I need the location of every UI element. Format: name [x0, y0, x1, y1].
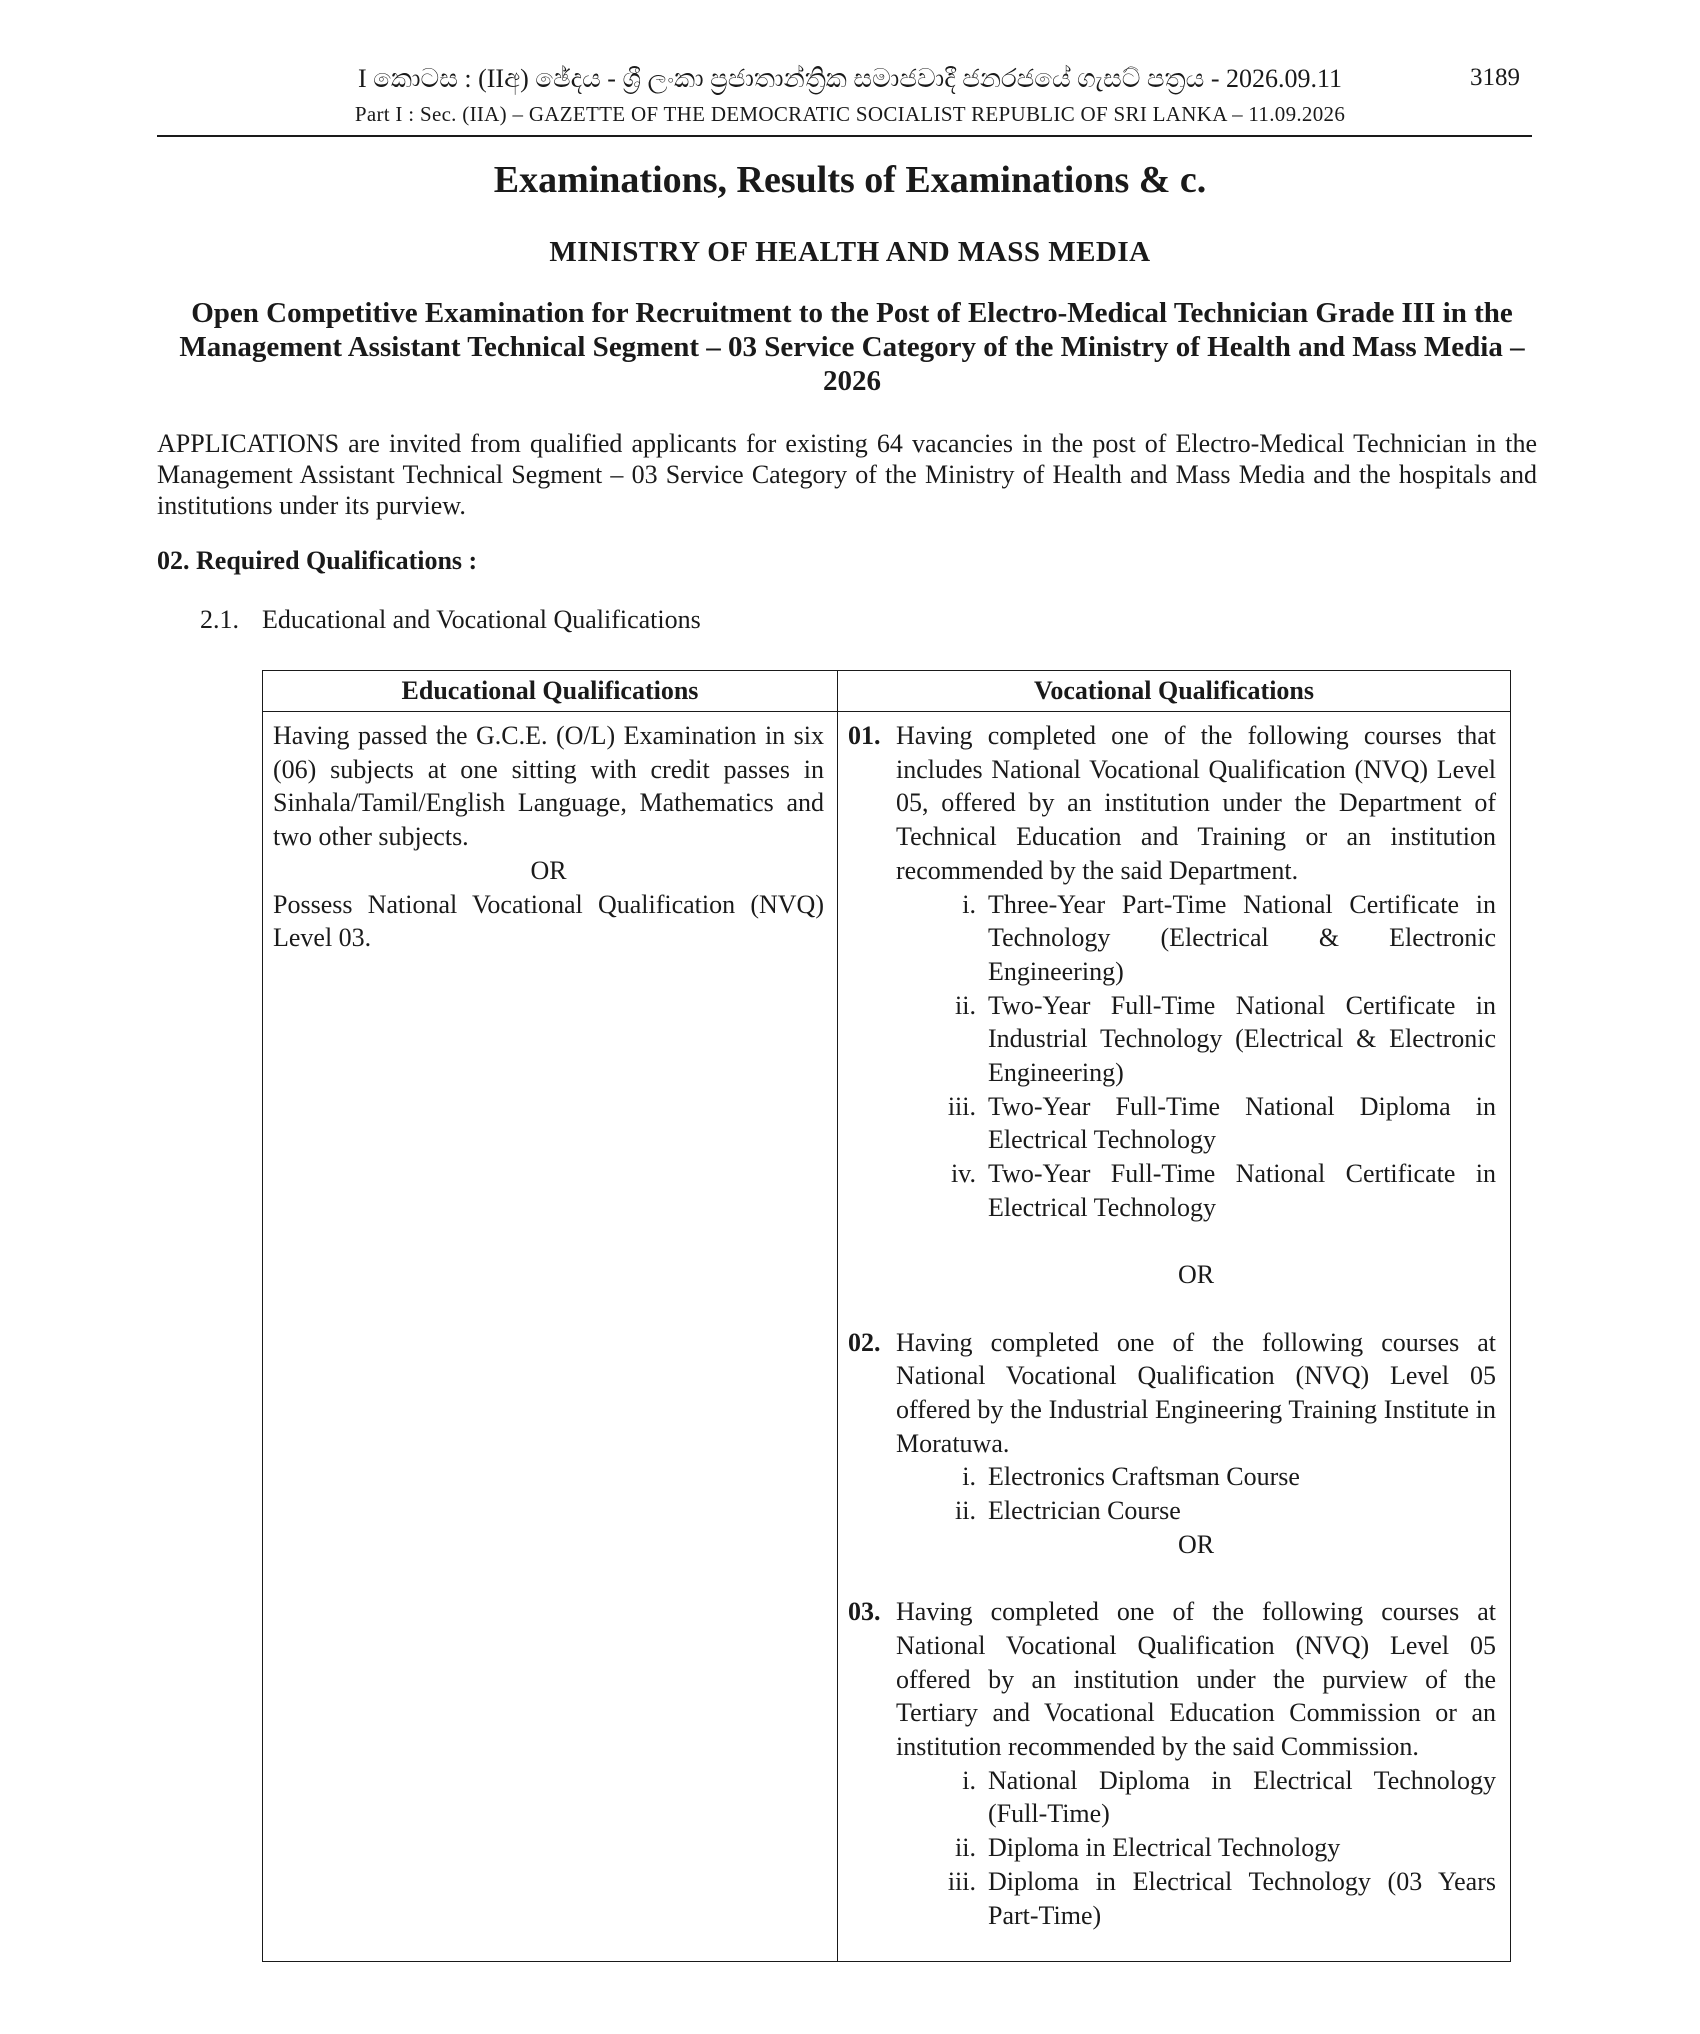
qualifications-table [262, 670, 1511, 1962]
required-qualifications-heading: 02. Required Qualifications : [157, 546, 478, 575]
vocational-item-number: 01. [848, 721, 881, 750]
vocational-item-number: 02. [848, 1327, 881, 1357]
list-item-number: ii. [955, 1496, 976, 1526]
list-item-number: iii. [947, 1866, 976, 1896]
list-item-text: Two-Year Full-Time National Diploma in Electrical Technology [988, 1091, 1496, 1155]
list-item [908, 1831, 1496, 1865]
vocational-item-number: 03. [848, 1597, 881, 1627]
list-item-number: ii. [955, 1833, 976, 1863]
list-item-text: Two-Year Full-Time National Certificate in Electrical Technology [988, 1159, 1496, 1222]
vocational-item-1 [848, 719, 1496, 888]
list-item [908, 989, 1496, 1090]
educational-or: OR [530, 855, 567, 885]
list-item [908, 1090, 1496, 1157]
list-item-text: Diploma in Electrical Technology [988, 1833, 1341, 1863]
intro-paragraph: APPLICATIONS are invited from qualified applicants for existing 64 vacancies in the post of Electro-Medical Technician in the Management Assistant Technical Segment – 03 Service Category of the Ministry of Health and Mass Media and the hospitals and institutions under its purview. [157, 429, 1537, 520]
list-item-number: iii. [947, 1091, 976, 1121]
list-item [908, 1764, 1496, 1831]
list-item-number: i. [962, 1462, 976, 1492]
educational-option-2: Possess National Vocational Qualification (NVQ) Level 03. [273, 889, 824, 953]
column-divider [837, 671, 838, 1961]
list-item [908, 1865, 1496, 1932]
vocational-or-1: OR [1177, 1260, 1215, 1290]
vocational-item-2 [848, 1326, 1496, 1461]
list-item-text: Electrician Course [988, 1496, 1181, 1526]
educational-cell [273, 719, 824, 955]
vocational-cell [848, 719, 1496, 1932]
list-item-number: i. [962, 1765, 976, 1795]
list-item [908, 1157, 1496, 1224]
header-divider [157, 135, 1532, 137]
list-item-text: Diploma in Electrical Technology (03 Years Part-Time) [988, 1866, 1496, 1930]
vocational-sublist-2 [908, 1460, 1496, 1527]
vocational-item-text: Having completed one of the following courses that includes National Vocational Qualification (NVQ) Level 05, offered by an institution under the Department of Technical Education and Training or an institution recommended by the said Department. [896, 721, 1496, 885]
subsection-number: 2.1. [200, 605, 239, 634]
list-item-text: National Diploma in Electrical Technology (Full-Time) [988, 1765, 1496, 1829]
list-item-number: ii. [955, 990, 976, 1020]
vocational-sublist-1 [908, 888, 1496, 1225]
subsection-title: Educational and Vocational Qualifications [262, 605, 701, 634]
list-item-number: iv. [950, 1159, 976, 1189]
section-title: Examinations, Results of Examinations & c. [493, 159, 1207, 201]
subsection-heading [200, 605, 701, 635]
vocational-or-2: OR [1177, 1529, 1215, 1559]
educational-option-1: Having passed the G.C.E. (O/L) Examination in six (06) subjects at one sitting with credit passes in Sinhala/Tamil/English Language, Mathematics and two other subjects. [273, 721, 824, 852]
ministry-heading: MINISTRY OF HEALTH AND MASS MEDIA [549, 236, 1151, 268]
educational-header: Educational Qualifications [401, 676, 699, 705]
list-item [908, 888, 1496, 989]
exam-title: Open Competitive Examination for Recruitment to the Post of Electro-Medical Technician Grade III in the Management Assistant Technical Segment – 03 Service Category of the Ministry of Health and Mass Media – 2026 [179, 297, 1525, 397]
list-item-text: Electronics Craftsman Course [988, 1462, 1300, 1492]
vocational-item-text: Having completed one of the following courses at National Vocational Qualification (NVQ) Level 05 offered by an institution under the purview of the Tertiary and Vocational Education Commission or an institution recommended by the said Commission. [896, 1597, 1496, 1762]
vocational-item-3 [848, 1595, 1496, 1764]
vocational-sublist-3 [908, 1764, 1496, 1933]
vocational-item-text: Having completed one of the following courses at National Vocational Qualification (NVQ) Level 05 offered by the Industrial Engineering Training Institute in Moratuwa. [896, 1327, 1496, 1458]
vocational-header: Vocational Qualifications [1033, 676, 1314, 705]
list-item-number: i. [962, 889, 976, 919]
gazette-header-sinhala: I කොටස : (IIඅ) ඡේදය - ශ්‍රී ලංකා ප්‍රජාතාන්ත්‍රික සමාජවාදී ජනරජයේ ගැසට් පත්‍රය - 2026.09.11 [357, 64, 1343, 93]
gazette-header-english: Part I : Sec. (IIA) – GAZETTE OF THE DEMOCRATIC SOCIALIST REPUBLIC OF SRI LANKA – 11.09.2026 [354, 102, 1346, 126]
list-item-text: Two-Year Full-Time National Certificate in Industrial Technology (Electrical & Electronic Engineering) [988, 990, 1496, 1088]
header-row-divider [263, 711, 1510, 712]
page-number: 3189 [1470, 64, 1520, 91]
list-item [908, 1494, 1496, 1528]
list-item [908, 1460, 1496, 1494]
list-item-text: Three-Year Part-Time National Certificate in Technology (Electrical & Electronic Engineering) [988, 889, 1496, 986]
